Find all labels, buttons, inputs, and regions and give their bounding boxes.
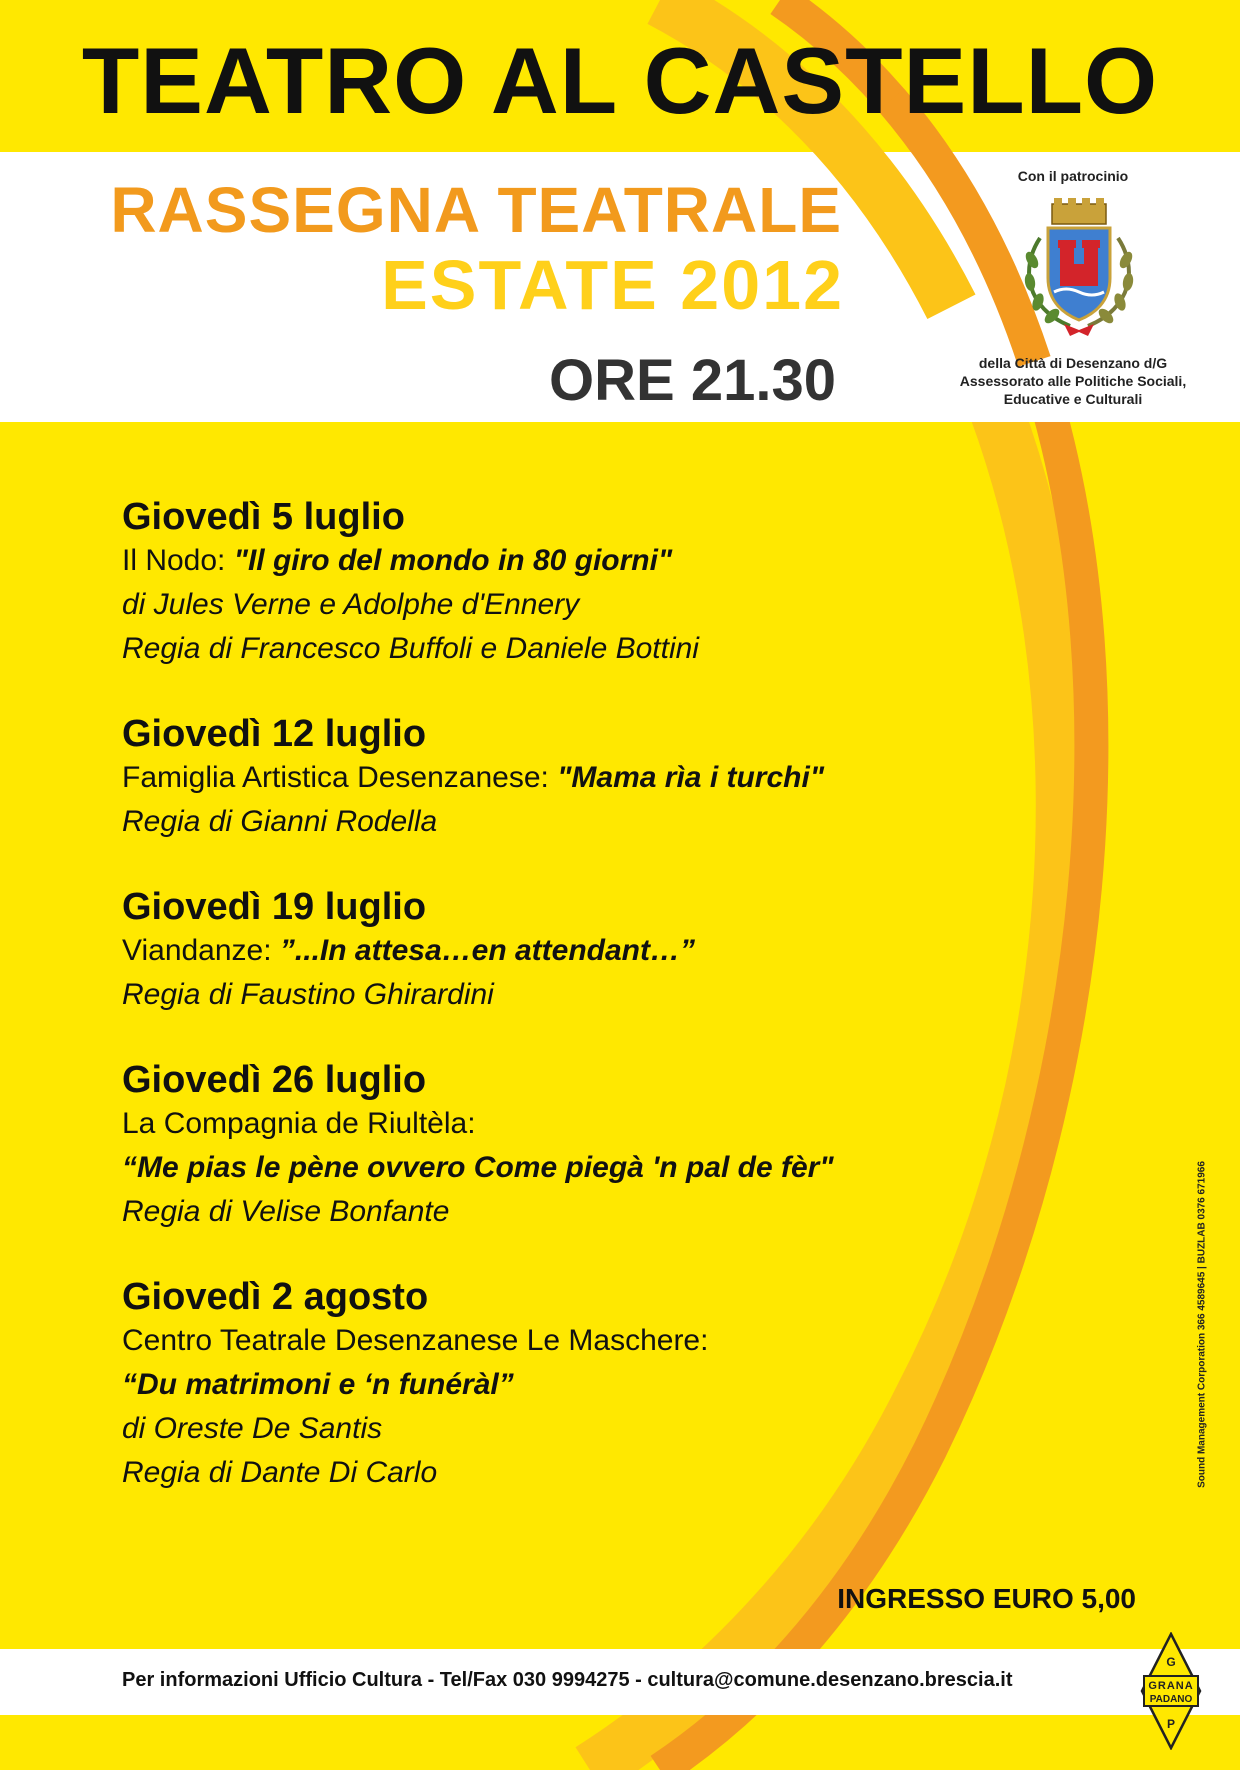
- event-company-line: [122, 756, 1022, 800]
- footer-info: Per informazioni Ufficio Cultura - Tel/Fax 030 9994275 - cultura@comune.desenzano.brescia.it: [122, 1669, 1013, 1691]
- logo-letter-top: G: [1166, 1655, 1176, 1669]
- ticket-price: INGRESSO EURO 5,00: [837, 1583, 1136, 1614]
- city-coat-of-arms-icon: [1018, 198, 1140, 338]
- event-list: [122, 495, 1022, 1536]
- event-play-line: [122, 1146, 1022, 1190]
- event-director: Regia di Gianni Rodella: [122, 805, 438, 838]
- event-author: di Oreste De Santis: [122, 1412, 383, 1445]
- event-play: ”...In attesa…en attendant…”: [279, 934, 695, 967]
- patronage-line-3: Educative e Culturali: [1003, 391, 1143, 407]
- event-company: La Compagnia de Riultèla:: [122, 1107, 476, 1140]
- show-time: ORE 21.30: [549, 348, 836, 413]
- event-company: Viandanze:: [122, 934, 280, 967]
- event-director: Regia di Francesco Buffoli e Daniele Bottini: [122, 632, 699, 665]
- event-item: [122, 1275, 1022, 1495]
- event-item: [122, 495, 1022, 671]
- logo-line-1: GRANA: [1148, 1680, 1194, 1692]
- event-director: Regia di Dante Di Carlo: [122, 1456, 438, 1489]
- event-date: Giovedì 2 agosto: [122, 1276, 429, 1318]
- event-company-line: [122, 539, 1022, 583]
- event-play: “Me pias le pène ovvero Come piegà 'n pal de fèr": [122, 1151, 834, 1184]
- event-company: Il Nodo:: [122, 544, 234, 577]
- event-date: Giovedì 5 luglio: [122, 496, 405, 538]
- patronage-label: Con il patrocinio: [1017, 168, 1129, 184]
- event-date: Giovedì 19 luglio: [122, 886, 427, 928]
- subtitle-estate: ESTATE 2012: [381, 246, 844, 324]
- event-date: Giovedì 12 luglio: [122, 713, 427, 755]
- event-play: "Mama rìa i turchi": [557, 761, 825, 794]
- patronage-line-2: Assessorato alle Politiche Sociali,: [959, 373, 1187, 389]
- patronage-line-1: della Città di Desenzano d/G: [978, 355, 1168, 371]
- event-author: di Jules Verne e Adolphe d'Ennery: [122, 588, 580, 621]
- event-play-line: [122, 1363, 1022, 1407]
- event-director: Regia di Faustino Ghirardini: [122, 978, 494, 1011]
- event-director: Regia di Velise Bonfante: [122, 1195, 450, 1228]
- printer-credit: [1194, 1162, 1210, 1492]
- logo-letter-bottom: P: [1166, 1717, 1176, 1731]
- event-item: [122, 1058, 1022, 1234]
- event-item: [122, 885, 1022, 1017]
- printer-credit-text: Sound Management Corporation 366 4589645 | BUZLAB 0376 671966: [1196, 1161, 1208, 1488]
- grana-padano-logo-icon: [1138, 1632, 1204, 1750]
- event-play: “Du matrimoni e ‘n funéràl”: [122, 1368, 514, 1401]
- logo-line-2: PADANO: [1149, 1694, 1193, 1705]
- subtitle-rassegna: RASSEGNA TEATRALE: [110, 174, 842, 246]
- event-company: Centro Teatrale Desenzanese Le Maschere:: [122, 1324, 709, 1357]
- patronage-description: [948, 354, 1198, 408]
- event-date: Giovedì 26 luglio: [122, 1059, 427, 1101]
- event-play: "Il giro del mondo in 80 giorni": [233, 544, 673, 577]
- poster-title: TEATRO AL CASTELLO: [81, 28, 1159, 133]
- event-company: Famiglia Artistica Desenzanese:: [122, 761, 558, 794]
- event-company-line: [122, 929, 1022, 973]
- event-item: [122, 712, 1022, 844]
